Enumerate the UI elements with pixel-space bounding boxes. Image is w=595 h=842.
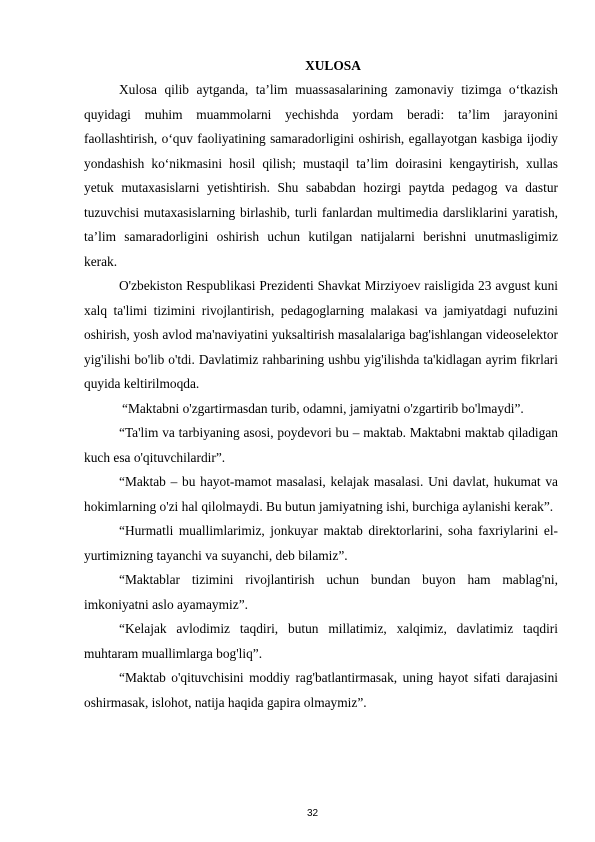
quote-paragraph: “Maktablar tizimini rivojlantirish uchun bundan buyon ham mablag'ni, imkoniyatni aslo ayamaymiz”.	[84, 572, 558, 612]
section-title: XULOSA	[305, 58, 361, 73]
quote-paragraph: “Hurmatli muallimlarimiz, jonkuyar maktab direktorlarini, soha faxriylarini el-yurtimizning tayanchi va suyanchi, deb bilamiz”.	[84, 523, 558, 563]
paragraph-conclusion: Xulosa qilib aytganda, ta’lim muassasalarining zamonaviy tizimga o‘tkazish quyidagi muhim muammolarni yechishda yordam beradi: ta’lim jarayonini faollashtirish, o‘quv faoliyatining samaradorligini oshirish, egallayotgan kasbiga ijodiy yondashish ko‘nikmasini hosil qilish; mustaqil ta’lim doirasini kengaytirish, xullas yetuk mutaxasislarni yetishtirish. Shu sababdan hozirgi paytda pedagog va dastur tuzuvchisi mutaxasislarning birlashib, turli fanlardan multimedia darsliklarini yaratish, ta’lim samaradorligini oshirish uchun kutilgan natijalarni berishni unutmasligimiz kerak.	[84, 82, 558, 269]
quote-paragraph: “Maktab o'qituvchisini moddiy rag'batlantirmasak, uning hayot sifati darajasini oshirmasak, islohot, natija haqida gapira olmaymiz”.	[84, 670, 558, 710]
paragraph-president-meeting: O'zbekiston Respublikasi Prezidenti Shavkat Mirziyoev raisligida 23 avgust kuni xalq ta'limi tizimini rivojlantirish, pedagoglarning malakasi va jamiyatdagi nufuzini oshirish, yosh avlod ma'naviyatini yuksaltirish masalalariga bag'ishlangan videoselektor yig'ilishi bo'lib o'tdi. Davlatimiz rahbarining ushbu yig'ilishda ta'kidlagan ayrim fikrlari quyida keltirilmoqda.	[84, 278, 558, 391]
quote-paragraph: “Maktab – bu hayot-mamot masalasi, kelajak masalasi. Uni davlat, hukumat va hokimlarning o'zi hal qilolmaydi. Bu butun jamiyatning ishi, burchiga aylanishi kerak”.	[84, 474, 558, 514]
quote-paragraph: “Ta'lim va tarbiyaning asosi, poydevori bu – maktab. Maktabni maktab qiladigan kuch esa o'qituvchilardir”.	[84, 425, 558, 465]
quote-paragraph: “Maktabni o'zgartirmasdan turib, odamni, jamiyatni o'zgartirib bo'lmaydi”.	[122, 400, 524, 416]
quote-paragraph: “Kelajak avlodimiz taqdiri, butun millatimiz, xalqimiz, davlatimiz taqdiri muhtaram muallimlarga bog'liq”.	[84, 621, 558, 661]
page-number: 32	[306, 808, 319, 819]
document-page	[84, 54, 558, 715]
